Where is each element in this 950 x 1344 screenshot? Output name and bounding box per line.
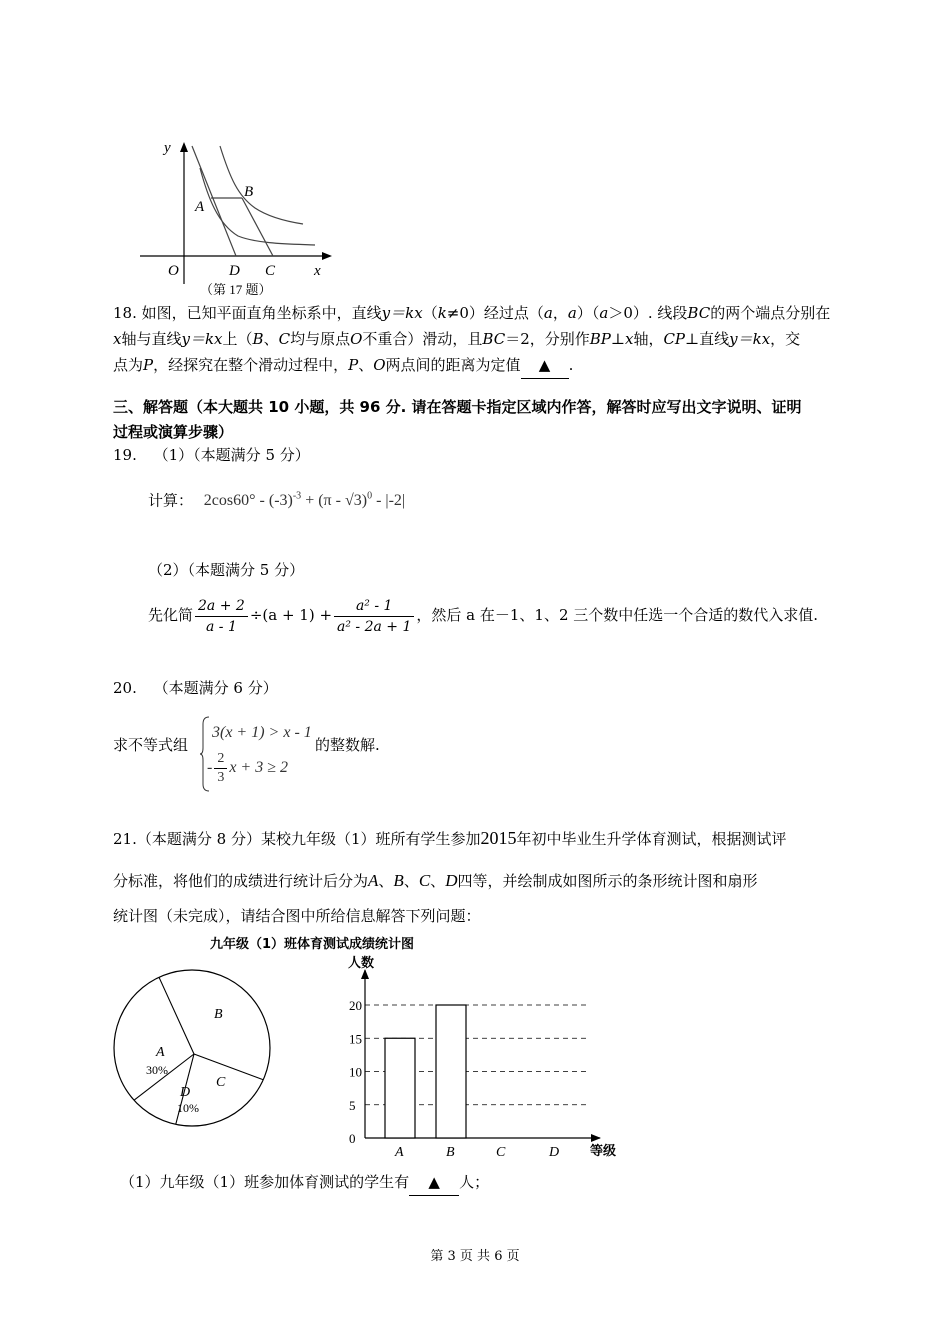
simplify-label: 先化简 — [148, 606, 194, 624]
q19-simplify — [148, 592, 818, 638]
q19-calc — [148, 484, 405, 513]
q21-sep: 、 — [403, 872, 419, 890]
grade-a: A — [368, 871, 379, 890]
q18-line2 — [113, 327, 800, 352]
pie-label-a: A — [156, 1045, 165, 1060]
grade-d: D — [445, 871, 458, 890]
bar-b — [436, 1005, 466, 1138]
ineq2-numerator: 2 — [214, 750, 227, 769]
bar-x-tick-b: B — [446, 1145, 455, 1160]
bar-x-tick-a: A — [395, 1145, 404, 1160]
q20-header — [113, 676, 278, 701]
graph-caption: （第 17 题） — [200, 282, 272, 297]
answer-blank[interactable]: ▲ — [521, 353, 569, 379]
bar-x-tick-d: D — [549, 1145, 560, 1160]
q21-sep: 、 — [430, 872, 446, 890]
expr-sup: 0 — [367, 491, 373, 502]
q19-part2-header: （2）（本题满分 5 分） — [148, 561, 305, 579]
bar-chart — [330, 950, 630, 1170]
q18-math: y＝kx — [381, 304, 423, 322]
q17-graph — [140, 138, 340, 300]
pie-percent-d: 10% — [177, 1101, 199, 1115]
q18-text: ⊥ — [610, 330, 625, 348]
q20-tail: 的整数解. — [315, 736, 380, 754]
q18-text: 均与原点 — [290, 330, 351, 348]
inequality-1: 3(x + 1) > x - 1 — [212, 724, 312, 741]
q18-math: BC — [482, 330, 506, 348]
q18-math: BC — [687, 304, 711, 322]
q18-text: ⊥直线 — [685, 330, 730, 348]
q18-text: ）（ — [576, 304, 600, 322]
expr-op: - — [255, 492, 269, 510]
q18-text: 、 — [263, 330, 279, 348]
q18-line1 — [113, 301, 830, 326]
pie-percent-a: 30% — [146, 1063, 168, 1077]
q21-line2 — [113, 868, 757, 894]
pie-label-c: C — [216, 1075, 226, 1090]
q18-text: ，经探究在整个滑动过程中， — [153, 356, 349, 374]
fraction-1 — [195, 596, 248, 637]
point-a-label: A — [195, 199, 205, 215]
ineq2-suffix: x + 3 ≥ 2 — [229, 759, 289, 776]
q18-text: ， — [552, 304, 568, 322]
q18-math: x — [624, 330, 634, 348]
q18-math: CP — [663, 330, 686, 348]
expr-term: (π - √3) — [318, 492, 368, 510]
bar-x-tick-c: C — [496, 1145, 506, 1160]
bar-y-tick: 0 — [349, 1131, 356, 1146]
fraction-1-denominator: a - 1 — [205, 618, 237, 635]
point-c-label: C — [265, 263, 276, 279]
calc-label: 计算： — [148, 491, 194, 510]
ineq2-fraction — [214, 750, 227, 787]
q18-text: 如图，已知平面直角坐标系中，直线 — [141, 304, 382, 322]
outer-curve — [220, 146, 303, 224]
q18-text: 点为 — [113, 356, 144, 374]
q18-text: 轴与直线 — [121, 330, 182, 348]
q18-math: x — [113, 330, 122, 348]
x-axis-label: x — [314, 263, 321, 279]
bar-a — [385, 1038, 415, 1138]
expr-term: |-2| — [385, 492, 406, 510]
bar-y-arrow — [361, 969, 369, 979]
q18-number: 18. — [113, 304, 137, 322]
q18-text: ＞0）. 线段 — [608, 304, 688, 322]
q18-math: B — [252, 330, 264, 348]
fraction-2 — [334, 596, 414, 637]
pie-chart — [108, 962, 278, 1134]
q21-line3: 统计图（未完成），请结合图中所给信息解答下列问题： — [113, 907, 481, 925]
page-footer: 第 3 页 共 6 页 — [430, 1249, 520, 1264]
simplify-tail: ，然后 a 在－1、1、2 三个数中任选一个合适的数代入求值. — [416, 606, 819, 624]
q18-math: BP — [589, 330, 611, 348]
point-d-label: D — [229, 263, 240, 279]
q19-number: 19. — [113, 446, 137, 464]
q18-text: ＝2，分别作 — [505, 330, 590, 348]
bar-y-tick: 15 — [349, 1031, 362, 1047]
line-bc — [242, 198, 273, 256]
bar-x-label: 等级 — [590, 1143, 617, 1158]
origin-label: O — [168, 263, 179, 279]
q18-text: 轴， — [633, 330, 664, 348]
q18-math: a — [543, 304, 553, 322]
bar-y-label: 人数 — [348, 955, 375, 970]
q18-math: O — [350, 330, 363, 348]
point-b-label: B — [244, 184, 254, 200]
fraction-2-numerator: a² - 1 — [334, 596, 414, 617]
q21-text: 分标准，将他们的成绩进行统计后分为 — [113, 872, 369, 890]
q21-number: 21. — [113, 830, 137, 848]
bar-y-tick: 5 — [349, 1097, 356, 1113]
q19-part1-header — [113, 443, 310, 468]
q18-text: 的两个端点分别在 — [710, 304, 831, 322]
grade-c: C — [418, 871, 431, 890]
q18-math: a — [599, 304, 609, 322]
chart-title: 九年级（1）班体育测试成绩统计图 — [210, 937, 415, 952]
q21-text: 年初中毕业生升学体育测试，根据测试评 — [516, 830, 787, 848]
expr-term: (-3) — [268, 492, 293, 510]
fraction-2-denominator: a² - 2a + 1 — [337, 618, 412, 635]
answer-blank[interactable]: ▲ — [409, 1170, 459, 1196]
q18-text: 上（ — [222, 330, 253, 348]
expr-op: + — [301, 492, 319, 510]
q18-text: 两点间的距离为定值 — [385, 356, 521, 374]
q18-math: O — [373, 356, 386, 374]
q21-text: 四等，并绘制成如图所示的条形统计图和扇形 — [457, 872, 758, 890]
y-axis-arrow — [180, 142, 188, 152]
inequality-2 — [207, 748, 288, 788]
x-axis-arrow — [322, 252, 332, 260]
q21-sub1-text: 人； — [459, 1173, 490, 1191]
q18-text: （ — [422, 304, 438, 322]
expr-term: 2cos60° — [203, 492, 256, 510]
q18-math: k — [437, 304, 447, 322]
q18-math: P — [143, 356, 154, 374]
q20-number: 20. — [113, 679, 137, 697]
expr-sup: -3 — [292, 491, 302, 502]
q18-math: y＝kx — [729, 330, 771, 348]
fraction-1-numerator: 2a + 2 — [195, 596, 248, 617]
q21-sub1-text: （1）九年级（1）班参加体育测试的学生有 — [120, 1173, 410, 1191]
q18-math: C — [278, 330, 291, 348]
q18-text: . — [568, 356, 574, 374]
division-operator: ÷(a + 1) + — [249, 606, 333, 624]
expr-op: - — [372, 492, 386, 510]
ineq2-denominator: 3 — [217, 769, 225, 785]
bar-x-arrow — [591, 1134, 601, 1142]
q21-line1 — [113, 826, 787, 852]
q21-text: （本题满分 8 分）某校九年级（1）班所有学生参加 — [136, 830, 481, 848]
inner-curve — [200, 168, 315, 245]
section3-line2: 过程或演算步骤） — [113, 423, 234, 441]
q18-text: 、 — [358, 356, 374, 374]
q21-sep: 、 — [378, 872, 394, 890]
q18-text: ，交 — [770, 330, 801, 348]
q18-math: y＝kx — [181, 330, 223, 348]
y-axis-label: y — [164, 140, 171, 156]
q20-title: （本题满分 6 分） — [153, 679, 278, 697]
q18-text: ≠0）经过点（ — [446, 304, 544, 322]
pie-label-d: D — [180, 1085, 191, 1100]
q18-math: a — [567, 304, 577, 322]
section3-line1: 三、解答题（本大题共 10 小题，共 96 分. 请在答题卡指定区域内作答，解答时应写出文字说明、证明 — [113, 398, 802, 416]
pie-label-b: B — [214, 1007, 223, 1022]
q20-label: 求不等式组 — [113, 736, 189, 754]
grade-b: B — [393, 871, 404, 890]
q18-line3 — [113, 353, 573, 379]
q18-text: 不重合）滑动，且 — [362, 330, 483, 348]
bar-y-tick: 20 — [349, 998, 362, 1013]
q19-part1-title: （1）（本题满分 5 分） — [153, 446, 310, 464]
q21-year: 2015 — [480, 828, 517, 848]
bar-y-tick: 10 — [349, 1064, 362, 1080]
ineq2-prefix: - — [207, 759, 213, 776]
calc-expression — [204, 492, 405, 509]
q21-sub1 — [120, 1170, 489, 1196]
q18-math: P — [348, 356, 359, 374]
